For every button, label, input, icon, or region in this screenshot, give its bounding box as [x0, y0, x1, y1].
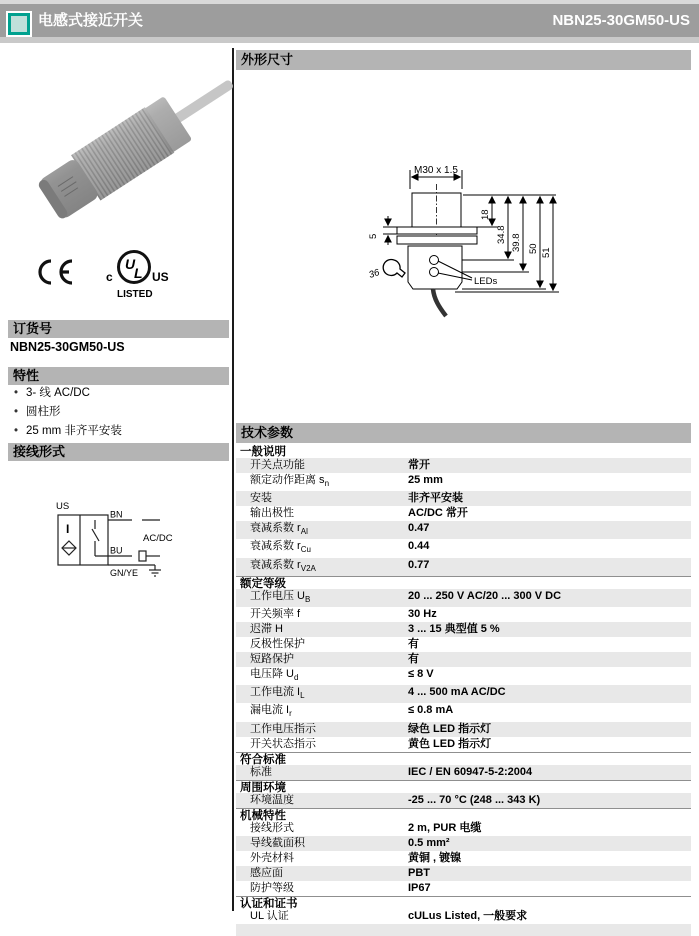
spec-row [236, 685, 691, 703]
left-column [8, 43, 229, 911]
ul-c-label: c [106, 270, 113, 284]
dim-wrench-label: 36 [367, 267, 381, 281]
dim-398-label: 39.8 [511, 233, 522, 252]
feature-item: • 圆柱形 [10, 403, 122, 422]
spec-row [236, 491, 691, 506]
spec-row [236, 622, 691, 637]
spec-row [236, 637, 691, 652]
spec-value: 4 ... 500 mA AC/DC [408, 686, 506, 699]
spec-value: AC/DC 常开 [408, 507, 468, 520]
spec-value: -25 ... 70 °C (248 ... 343 K) [408, 793, 541, 806]
column-divider [232, 48, 234, 911]
spec-value: 0.44 [408, 540, 430, 553]
spec-label: 电压降 $U_d$ [250, 667, 299, 683]
spec-row [236, 652, 691, 667]
spec-row [236, 607, 691, 622]
spec-value: ≤ 0.8 mA [408, 704, 454, 717]
ul-listed-label: LISTED [117, 289, 153, 300]
spec-value: 0.47 [408, 522, 430, 535]
dim-leds-label: LEDs [474, 276, 498, 287]
dimension-drawing [236, 72, 691, 420]
wiring-gnye-label: GN/YE [110, 568, 139, 578]
spec-value: 30 Hz [408, 607, 437, 620]
spec-section [236, 576, 691, 752]
spec-label: 防护等级 [250, 881, 294, 894]
spec-section [236, 445, 691, 576]
spec-row [236, 667, 691, 685]
spec-label: 短路保护 [250, 652, 294, 665]
spec-table [236, 445, 691, 936]
right-column [236, 48, 691, 922]
spec-row [236, 765, 691, 780]
spec-value: 非齐平安装 [408, 492, 463, 505]
document-title: 电感式接近开关 [38, 12, 144, 29]
features-list [10, 384, 122, 441]
spec-row [236, 836, 691, 851]
spec-label: 导线截面积 [250, 836, 305, 849]
header-bar [0, 4, 699, 37]
spec-value: 0.77 [408, 558, 430, 571]
spec-value: PBT [408, 866, 430, 879]
spec-row [236, 909, 691, 924]
spec-value: 2 m, PUR 电缆 [408, 821, 482, 834]
spec-section [236, 896, 691, 924]
ul-us-label: US [152, 270, 169, 284]
spec-label: 反极性保护 [250, 637, 305, 650]
ul-listed-mark [100, 248, 170, 300]
spec-label: 开关频率 f [250, 607, 301, 620]
spec-row [236, 793, 691, 808]
spec-label: 迟滞 H [250, 622, 283, 635]
wiring-bn-label: BN [110, 509, 123, 520]
spec-label: 衰减系数 $r_{Al}$ [250, 522, 308, 537]
spec-row [236, 866, 691, 881]
spec-row [236, 458, 691, 473]
connection-heading: 接线形式 [8, 443, 229, 461]
product-photo [26, 55, 206, 250]
dim-18-label: 18 [480, 209, 491, 220]
ul-u-letter: U [125, 256, 136, 272]
spec-value: IP67 [408, 881, 431, 894]
spec-subheader: 认证和证书 [236, 896, 691, 909]
spec-subheader: 额定等级 [236, 576, 691, 589]
dim-348-label: 34.8 [496, 225, 507, 244]
spec-subheader: 周围环境 [236, 780, 691, 793]
spec-label: 漏电流 $I_r$ [250, 704, 292, 719]
spec-label: 外壳材料 [250, 851, 294, 864]
spec-label: 衰减系数 $r_{Cu}$ [250, 540, 311, 555]
spec-value: 0.5 mm² [408, 836, 450, 849]
spec-subheader: 机械特性 [236, 808, 691, 821]
ul-l-letter: L [134, 265, 143, 281]
spec-label: 接线形式 [250, 821, 294, 834]
wiring-acdc-label: AC/DC [143, 533, 173, 544]
spec-value: 有 [408, 637, 419, 650]
dim-5-label: 5 [368, 233, 379, 239]
spec-label: 输出极性 [250, 507, 294, 520]
spec-label: 衰减系数 $r_{V2A}$ [250, 558, 316, 573]
spec-value: 有 [408, 652, 419, 665]
order-number-heading: 订货号 [8, 320, 229, 338]
spec-value: 20 ... 250 V AC/20 ... 300 V DC [408, 589, 562, 602]
dimensions-heading: 外形尺寸 [236, 50, 691, 70]
wiring-output-symbol: I [66, 522, 70, 536]
wiring-diagram [36, 481, 216, 606]
spec-label: 标准 [250, 765, 272, 778]
spec-label: 感应面 [250, 866, 283, 879]
spec-label: UL 认证 [250, 909, 289, 922]
spec-label: 工作电压 $U_B$ [250, 589, 311, 604]
part-number-header: NBN25-30GM50-US [552, 12, 690, 29]
spec-label: 安装 [250, 492, 272, 505]
spec-row [236, 506, 691, 521]
wiring-bu-label: BU [110, 545, 123, 556]
spec-row-cut [236, 924, 691, 936]
spec-label: 开关状态指示 [250, 737, 316, 750]
dim-thread-label: M30 x 1.5 [414, 165, 458, 176]
spec-value: 黄铜 , 镀镍 [408, 851, 462, 864]
spec-value: cULus Listed, 一般要求 [408, 909, 528, 922]
spec-subheader: 符合标准 [236, 752, 691, 765]
spec-row [236, 821, 691, 836]
spec-section [236, 752, 691, 780]
spec-value: 黄色 LED 指示灯 [408, 737, 492, 750]
feature-item: • 3- 线 AC/DC [10, 384, 122, 403]
spec-row [236, 737, 691, 752]
spec-value: 3 ... 15 典型值 5 % [408, 622, 500, 635]
spec-label: 工作电流 $I_L$ [250, 686, 305, 701]
sensor-body [34, 60, 246, 224]
spec-row [236, 881, 691, 896]
spec-subheader: 一般说明 [240, 446, 286, 458]
spec-label: 额定动作距离 $s_n$ [250, 474, 330, 489]
spec-row [236, 521, 691, 539]
spec-row [236, 722, 691, 737]
ce-mark [34, 255, 74, 289]
spec-label: 开关点功能 [250, 459, 305, 471]
spec-row [236, 851, 691, 866]
wiring-us-label: US [56, 501, 70, 512]
feature-item: • 25 mm 非齐平安装 [10, 422, 122, 441]
spec-row [236, 473, 691, 491]
dim-51-label: 51 [541, 247, 552, 258]
wrench-icon [383, 259, 405, 277]
spec-value: 绿色 LED 指示灯 [408, 722, 492, 735]
order-number-value: NBN25-30GM50-US [10, 340, 125, 354]
specs-heading: 技术参数 [236, 423, 691, 443]
spec-row [236, 558, 691, 576]
brand-square-icon [8, 13, 30, 35]
spec-section [236, 808, 691, 896]
spec-label: 工作电压指示 [250, 722, 316, 735]
dim-50-label: 50 [528, 243, 539, 254]
spec-value: 25 mm [408, 474, 443, 486]
spec-label: 环境温度 [250, 793, 294, 806]
spec-row [236, 589, 691, 607]
spec-value: IEC / EN 60947-5-2:2004 [408, 765, 533, 778]
spec-value: 常开 [408, 459, 430, 471]
features-heading: 特性 [8, 367, 229, 385]
spec-row [236, 539, 691, 557]
spec-value: ≤ 8 V [408, 667, 434, 680]
spec-row [236, 703, 691, 721]
spec-section [236, 780, 691, 808]
